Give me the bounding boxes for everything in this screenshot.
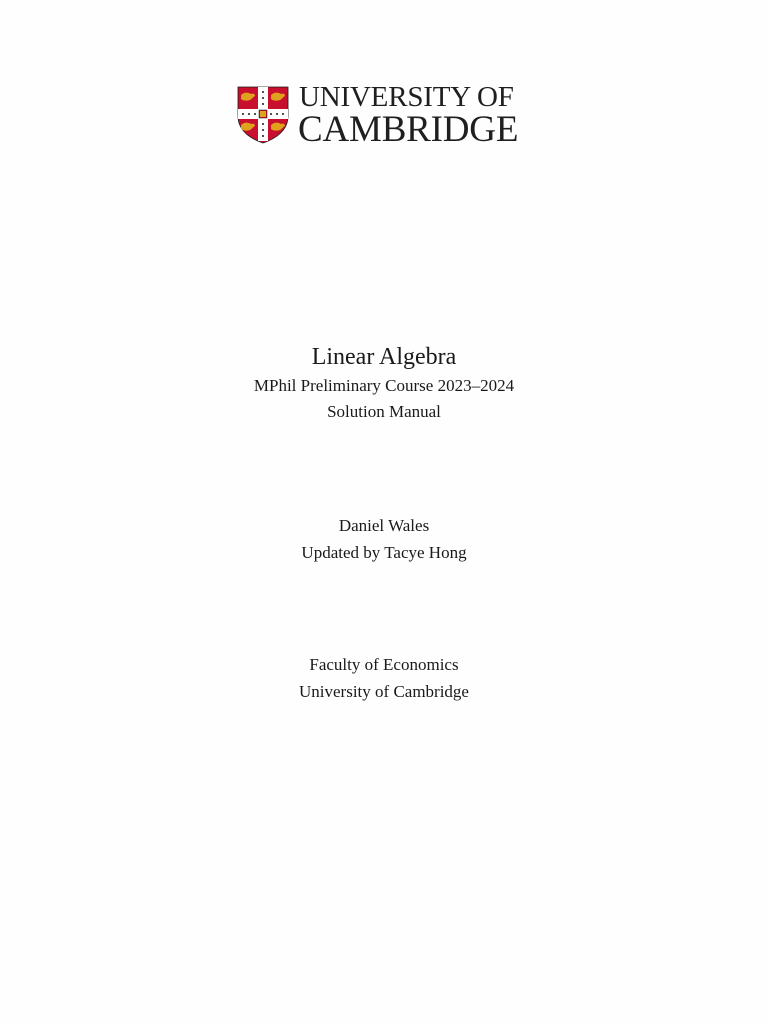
title-block <box>0 341 768 425</box>
faculty-name: Faculty of Economics <box>309 655 459 674</box>
wordmark-line-1: UNIVERSITY OF <box>299 81 514 113</box>
course-name: MPhil Preliminary Course 2023–2024 <box>253 376 515 395</box>
author-name: Daniel Wales <box>338 516 430 535</box>
document-subtitle: Solution Manual <box>327 402 441 421</box>
affiliation-block <box>0 651 768 705</box>
university-logo <box>237 81 533 150</box>
updated-by: Updated by Tacye Hong <box>301 543 467 562</box>
university-name: University of Cambridge <box>299 682 469 701</box>
author-block <box>0 512 768 566</box>
document-title: Linear Algebra <box>311 344 457 370</box>
wordmark-line-2: CAMBRIDGE <box>298 109 519 150</box>
cambridge-crest-icon <box>237 86 289 144</box>
university-wordmark <box>298 81 519 150</box>
